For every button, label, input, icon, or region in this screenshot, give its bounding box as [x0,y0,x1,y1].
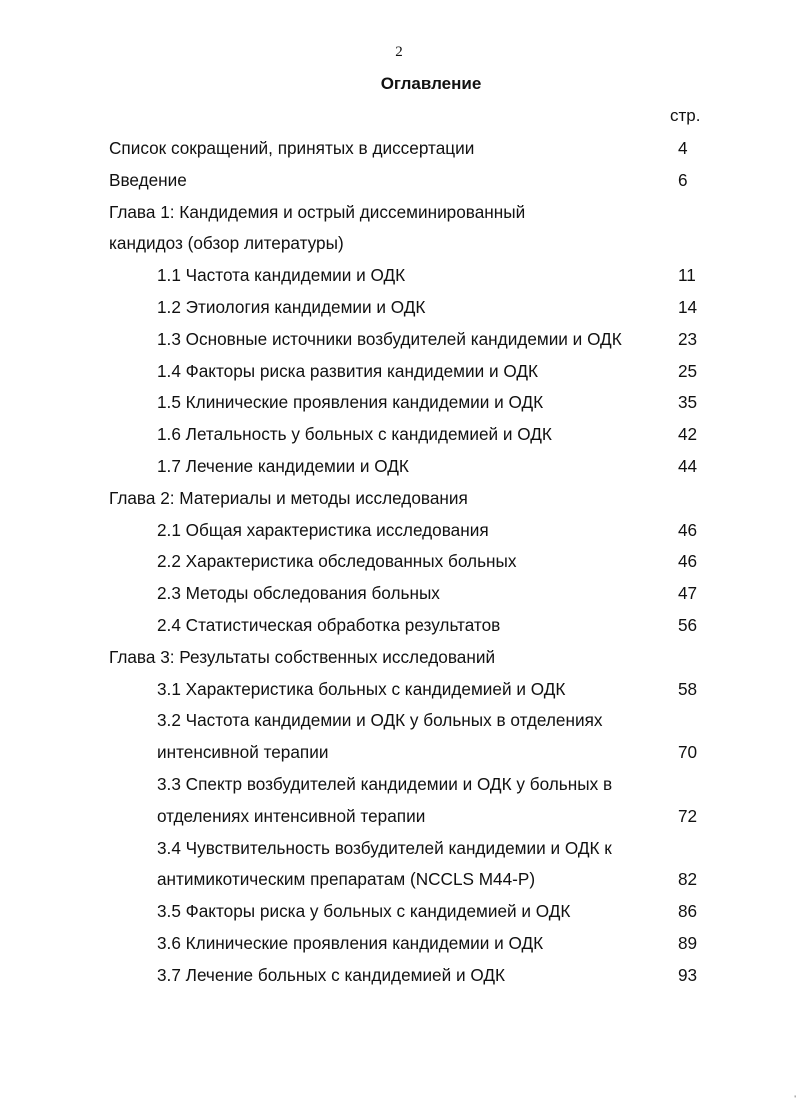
toc-entry-page: 46 [678,551,698,572]
toc-entry-page: 58 [678,678,698,699]
toc-entry-page: 42 [678,424,698,445]
toc-chapter-2 [0,486,798,518]
toc-entry-page: 4 [678,138,688,158]
toc-chapter-1 [0,200,798,232]
toc-entry-text: 1.1 Частота кандидемии и ОДК [157,265,406,286]
toc-section-2-4 [0,613,798,645]
toc-section-3-7 [0,963,798,995]
toc-chapter-1-continued [0,231,798,263]
toc-entry-text: Глава 3: Результаты собственных исследований [109,646,496,667]
toc-entry-text: 2.4 Статистическая обработка результатов [157,614,501,635]
toc-entry-text: 1.4 Факторы риска развития кандидемии и ОДК [157,360,538,381]
toc-section-1-1 [0,263,798,295]
toc-entry-text: Список сокращений, принятых в диссертации [109,138,475,158]
toc-section-3-3-continued [0,804,798,836]
toc-section-2-1 [0,518,798,550]
toc-entry-text: Введение [109,169,187,190]
toc-entry-text: 1.7 Лечение кандидемии и ОДК [157,455,409,476]
toc-entry-text: 3.7 Лечение больных с кандидемией и ОДК [157,964,506,985]
toc-section-3-2 [0,708,798,740]
toc-entry-page: 47 [678,583,698,604]
toc-entry-page: 35 [678,392,698,413]
toc-entry-abbreviations [0,136,798,168]
toc-entry-page: 82 [678,869,698,890]
toc-entry-text: 1.3 Основные источники возбудителей кандидемии и ОДК [157,328,622,349]
toc-entry-text: 3.6 Клинические проявления кандидемии и ОДК [157,932,544,953]
toc-entry-page: 14 [678,296,698,317]
toc-entry-text: 1.2 Этиология кандидемии и ОДК [157,296,426,317]
toc-entry-text: 1.5 Клинические проявления кандидемии и ОДК [157,392,544,413]
toc-section-3-1 [0,677,798,709]
toc-section-2-2 [0,549,798,581]
toc-entry-page: 89 [678,932,698,953]
toc-section-1-3 [0,327,798,359]
page-title: Оглавление [380,74,482,93]
toc-entry-text: 3.4 Чувствительность возбудителей кандидемии и ОДК к [157,837,612,858]
toc-section-3-4-continued [0,867,798,899]
toc-section-1-2 [0,295,798,327]
pages-column-header: стр. [670,106,701,125]
toc-entry-text: Глава 1: Кандидемия и острый диссеминированный [109,201,526,222]
toc-section-1-6 [0,422,798,454]
toc-section-3-6 [0,931,798,963]
toc-entry-introduction [0,168,798,200]
toc-section-2-3 [0,581,798,613]
toc-entry-text: 2.2 Характеристика обследованных больных [157,551,517,572]
toc-entry-page: 25 [678,360,698,381]
toc-chapter-3 [0,645,798,677]
toc-entry-page: 56 [678,614,698,635]
toc-entry-text: Глава 2: Материалы и методы исследования [109,487,468,508]
toc-section-3-2-continued [0,740,798,772]
toc-section-1-5 [0,390,798,422]
toc-entry-text: 1.6 Летальность у больных с кандидемией и ОДК [157,424,552,445]
toc-entry-text: 3.3 Спектр возбудителей кандидемии и ОДК у больных в [157,773,613,794]
toc-entry-page: 6 [678,169,688,190]
toc-entry-page: 44 [678,455,698,476]
toc-section-3-3 [0,772,798,804]
page-number: 2 [395,44,403,60]
toc-entry-text: интенсивной терапии [157,742,329,763]
toc-entry-page: 86 [678,901,698,922]
toc-entry-page: 46 [678,519,698,540]
toc-entry-page: 93 [678,964,698,985]
toc-entry-text: 2.1 Общая характеристика исследования [157,519,489,540]
toc-entry-text: 3.5 Факторы риска у больных с кандидемией и ОДК [157,901,571,922]
toc-section-1-7 [0,454,798,486]
scan-edge-mark: ' [794,1094,796,1104]
toc-section-1-4 [0,359,798,391]
toc-entry-text: 2.3 Методы обследования больных [157,583,440,604]
toc-entry-page: 11 [678,265,696,286]
toc-entry-page: 70 [678,742,698,763]
toc-entry-text: кандидоз (обзор литературы) [109,233,344,254]
toc-entry-text: 3.1 Характеристика больных с кандидемией и ОДК [157,678,566,699]
toc-entry-text: отделениях интенсивной терапии [157,805,426,826]
toc-entry-page: 72 [678,805,698,826]
toc-section-3-4 [0,836,798,868]
toc-entry-page: 23 [678,328,698,349]
table-of-contents [0,136,798,995]
toc-entry-text: антимикотическим препаратам (NCCLS M44-P) [157,869,536,890]
toc-entry-text: 3.2 Частота кандидемии и ОДК у больных в отделениях [157,710,603,731]
toc-section-3-5 [0,899,798,931]
